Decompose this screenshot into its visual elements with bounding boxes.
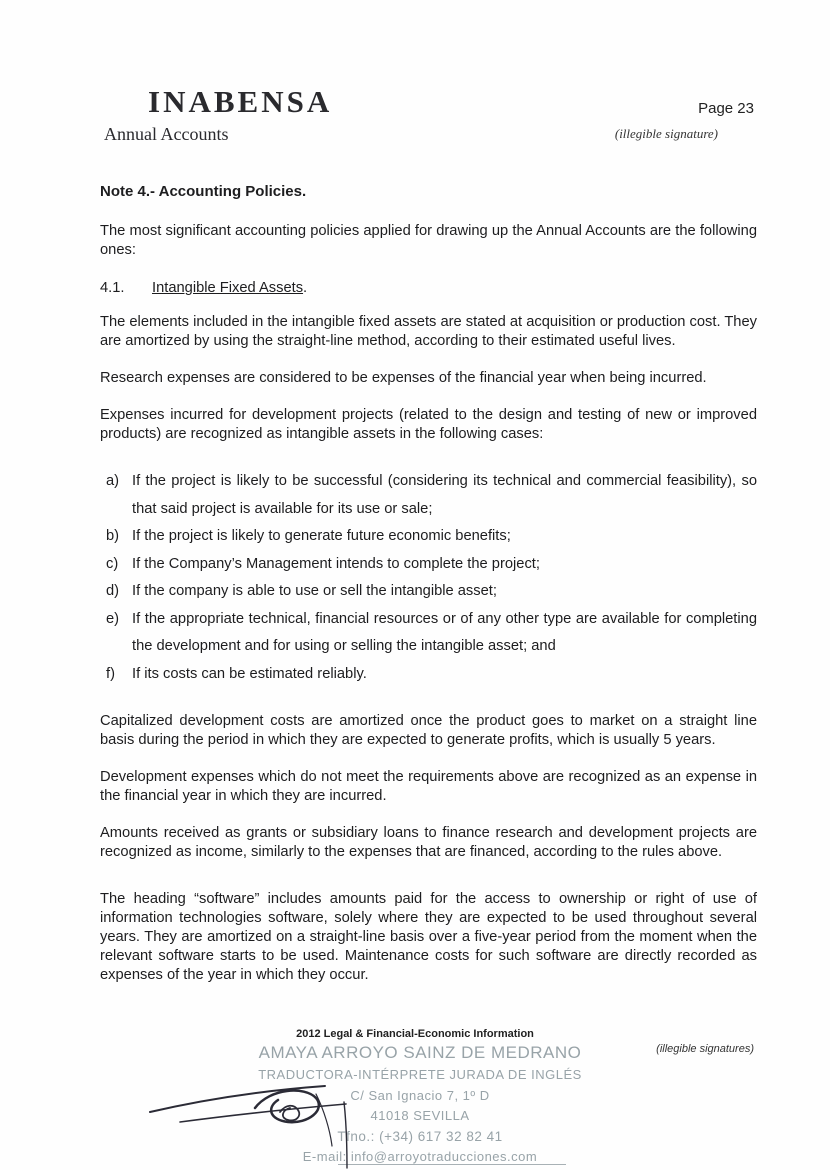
footer-info-line: 2012 Legal & Financial-Economic Information <box>296 1028 534 1040</box>
stamp-email: E-mail: info@arroyotraducciones.com <box>302 1149 538 1164</box>
paragraph: Amounts received as grants or subsidiary loans to finance research and development projects are recognized as income, similarly to the expenses that are financed, according to the rules above. <box>100 825 757 860</box>
list-item <box>106 661 757 689</box>
spacer <box>100 876 757 890</box>
document-body <box>100 182 757 999</box>
paragraph: The heading “software” includes amounts paid for the access to ownership or right of use of information technologies software, solely where they are expected to be used throughout several years. They are amortized on a straight-line basis over a five-year period from the moment when the relevant software starts to be used. Maintenance costs for such software are directly recorded as expenses of the year in which they occur. <box>100 891 757 983</box>
list-text: If the Company’s Management intends to complete the project; <box>132 555 540 572</box>
list-text: If its costs can be estimated reliably. <box>132 665 367 682</box>
list-item <box>106 606 757 661</box>
translator-stamp <box>210 1042 630 1167</box>
list-marker: b) <box>106 528 120 544</box>
section-title-period: . <box>303 280 308 296</box>
company-logo: INABENSA <box>148 84 333 119</box>
list-marker: c) <box>106 555 119 572</box>
list-item <box>106 523 757 551</box>
signature-note: (illegible signature) <box>614 126 718 141</box>
stamp-name: AMAYA ARROYO SAINZ DE MEDRANO <box>258 1043 582 1062</box>
stamp-phone: Tfno.: (+34) 617 32 82 41 <box>337 1129 503 1144</box>
list-item <box>106 578 757 606</box>
intro-paragraph: The most significant accounting policies applied for drawing up the Annual Accounts are the following ones: <box>100 223 757 258</box>
paragraph: Development expenses which do not meet the requirements above are recognized as an expense in the financial year in which they are incurred. <box>100 769 757 804</box>
criteria-list <box>100 468 757 688</box>
page-number: Page 23 <box>698 100 754 117</box>
list-marker: d) <box>106 583 120 599</box>
list-text: If the project is likely to be successful (considering its technical and commercial feasibility), so that said project is available for its use or sale; <box>132 473 757 517</box>
spacer <box>100 458 757 462</box>
paragraph: The elements included in the intangible fixed assets are stated at acquisition or production cost. They are amortized by using the straight-line method, according to their estimated useful lives. <box>100 314 757 349</box>
paragraph: Capitalized development costs are amortized once the product goes to market on a straight line basis during the period in which they are expected to generate profits, which is usually 5 years. <box>100 713 757 748</box>
list-text: If the project is likely to generate future economic benefits; <box>132 528 511 544</box>
document-subtitle: Annual Accounts <box>104 124 229 144</box>
stamp-rule <box>338 1164 566 1165</box>
stamp-city: 41018 SEVILLA <box>370 1108 470 1123</box>
stamp-address: C/ San Ignacio 7, 1º D <box>350 1088 490 1103</box>
paragraph: Research expenses are considered to be expenses of the financial year when being incurred. <box>100 370 707 386</box>
list-marker: e) <box>106 610 120 627</box>
spacer <box>100 698 757 712</box>
signatures-note: (illegible signatures) <box>656 1043 754 1055</box>
list-item <box>106 551 757 579</box>
list-text: If the appropriate technical, financial resources or of any other type are available for completing the development and for using or selling the intangible asset; and <box>132 610 757 654</box>
list-marker: a) <box>106 473 120 489</box>
section-heading <box>100 279 757 298</box>
list-text: If the company is able to use or sell the intangible asset; <box>132 583 497 599</box>
note-heading: Note 4.- Accounting Policies. <box>100 183 307 200</box>
stamp-title: TRADUCTORA-INTÉRPRETE JURADA DE INGLÉS <box>258 1067 582 1082</box>
list-marker: f) <box>106 665 115 682</box>
paragraph: Expenses incurred for development projects (related to the design and testing of new or improved products) are recognized as intangible assets in the following cases: <box>100 407 757 442</box>
section-number: 4.1. <box>100 280 125 296</box>
list-item <box>106 468 757 523</box>
section-title: Intangible Fixed Assets <box>152 280 304 296</box>
